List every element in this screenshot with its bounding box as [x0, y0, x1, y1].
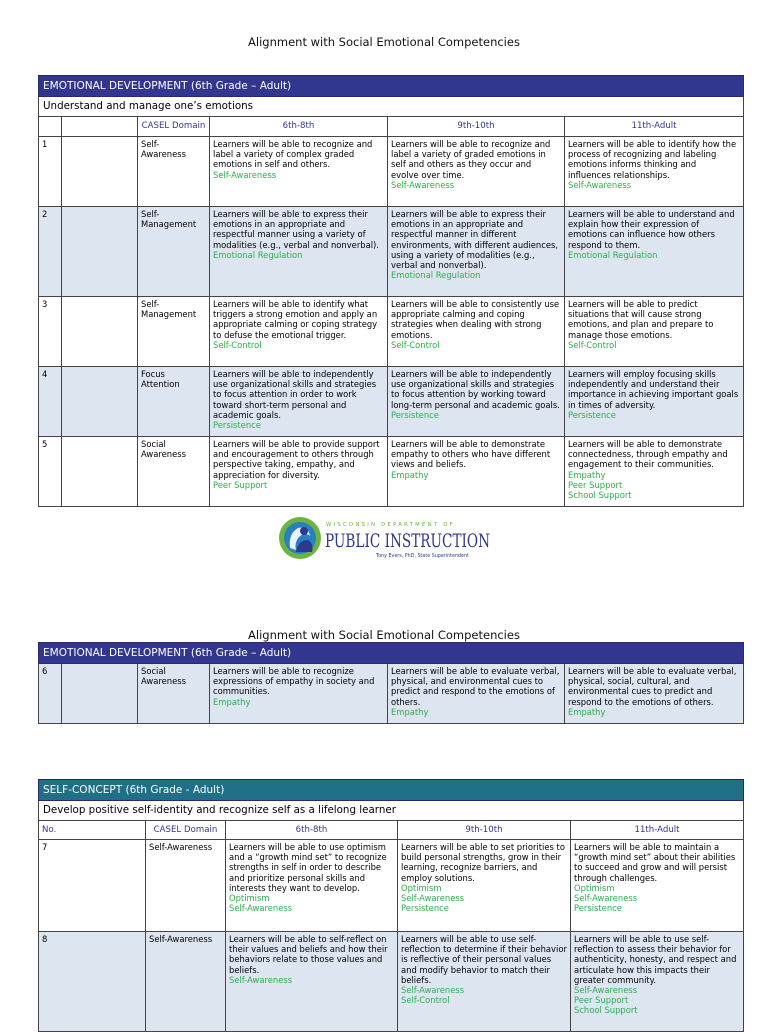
row-number: [39, 437, 62, 507]
col-header-blank: [62, 117, 138, 137]
col-header-9th-10th: 9th-10th: [388, 117, 565, 137]
row-blank: [62, 207, 138, 297]
competency-tag: Empathy: [391, 706, 429, 717]
competency-tag: Empathy: [213, 696, 251, 707]
competency-tag: Self-Awareness: [401, 985, 465, 996]
grade-9-10-cell: [388, 367, 565, 437]
table-row: [39, 664, 744, 724]
competency-tag: Self-Awareness: [391, 179, 455, 190]
grade-6-8-cell-text: Learners will be able to use optimism and a “growth mind set” to recognize strengths in self in order to describe and prioritize personal skills and interests they want to develop.: [229, 842, 387, 893]
row-number: [39, 137, 62, 207]
table-row: [39, 137, 744, 207]
grade-11-adult-cell: [565, 137, 744, 207]
col-header-11th-adult: 11th-Adult: [571, 821, 744, 840]
logo-line1: WISCONSIN DEPARTMENT OF: [326, 522, 455, 528]
row-blank: [62, 664, 138, 724]
section-subtitle: Understand and manage one’s emotions: [39, 97, 744, 117]
section-band-continued: EMOTIONAL DEVELOPMENT (6th Grade – Adult): [39, 643, 744, 664]
grade-9-10-cell-text: Learners will be able to express their emotions in an appropriate and respectful manner in different environments, with different audiences, using a variety of modalities (e.g., verbal and nonverbal).: [391, 209, 559, 271]
grade-6-8-cell-text: Learners will be able to recognize and label a variety of complex graded emotions in self and others.: [213, 139, 373, 170]
self-concept-table: [38, 779, 744, 1032]
grade-9-10-cell-text: Learners will be able to demonstrate empathy to others who have different views and beliefs.: [391, 439, 551, 470]
grade-11-adult-cell: [565, 664, 744, 724]
col-header-6th-8th: 6th-8th: [226, 821, 398, 840]
grade-6-8-cell-text: Learners will be able to self-reflect on their values and beliefs and how their behaviors relate to those values and beliefs.: [229, 934, 388, 975]
competency-tag: Self-Control: [401, 995, 450, 1006]
row-number-text: 3: [42, 299, 48, 309]
competency-tag: Self-Control: [213, 339, 262, 350]
competency-tag: Optimism: [574, 882, 615, 893]
page-title: Alignment with Social Emotional Competencies: [248, 35, 520, 49]
competency-tag: Self-Awareness: [568, 179, 632, 190]
grade-11-adult-cell: [565, 367, 744, 437]
grade-9-10-cell: [388, 137, 565, 207]
col-header-domain: CASEL Domain: [138, 117, 210, 137]
col-header-9th-10th: 9th-10th: [398, 821, 571, 840]
grade-9-10-cell-text: Learners will be able to consistently use appropriate calming and coping strategies when dealing with strong emotions.: [391, 299, 560, 340]
competency-tag: Persistence: [391, 409, 439, 420]
grade-9-10-cell-text: Learners will be able to set priorities to build personal strengths, grow in their learning, recognize barriers, and employ solutions.: [401, 842, 565, 883]
grade-9-10-cell: [398, 840, 571, 932]
col-header-6th-8th: 6th-8th: [210, 117, 388, 137]
grade-6-8-cell: [226, 840, 398, 932]
competency-tag: Self-Awareness: [401, 893, 465, 904]
logo-line2: PUBLIC INSTRUCTION: [325, 530, 490, 552]
grade-9-10-cell: [398, 932, 571, 1032]
competency-tag: Optimism: [401, 882, 442, 893]
grade-11-adult-cell: [565, 297, 744, 367]
grade-9-10-cell: [388, 297, 565, 367]
competency-tag: Self-Awareness: [213, 169, 277, 180]
competency-tag: Self-Control: [568, 339, 617, 350]
casel-domain: [146, 840, 226, 932]
competency-tag: Peer Support: [574, 995, 629, 1006]
row-number-text: 4: [42, 369, 48, 379]
dpi-logo: [278, 514, 498, 562]
page-title-2: Alignment with Social Emotional Competencies: [248, 628, 520, 642]
row-blank: [62, 437, 138, 507]
casel-domain: [138, 664, 210, 724]
competency-tag: Self-Awareness: [229, 974, 293, 985]
section-band: EMOTIONAL DEVELOPMENT (6th Grade – Adult): [39, 76, 744, 97]
competency-tag: Self-Awareness: [574, 985, 638, 996]
competency-tag: Emotional Regulation: [568, 249, 658, 260]
casel-domain-text: Social Awareness: [141, 439, 186, 460]
casel-domain-text: Self- Management: [141, 209, 197, 230]
competency-tag: Persistence: [213, 420, 261, 431]
grade-11-adult-cell-text: Learners will be able to use self-reflection to assess their behavior for authenticity, honesty, and respect and articulate how this impacts their greater community.: [574, 934, 737, 985]
competency-tag: Emotional Regulation: [213, 249, 303, 260]
logo-line3: Tony Evers, PhD, State Superintendent: [376, 554, 469, 559]
emotional-development-table: [38, 75, 744, 507]
row-number-text: 5: [42, 439, 48, 449]
grade-11-adult-cell-text: Learners will be able to understand and explain how their expression of emotions can influence how others respond to them.: [568, 209, 735, 250]
table-row: [39, 840, 744, 932]
casel-domain: [146, 932, 226, 1032]
row-number: [39, 297, 62, 367]
competency-tag: Empathy: [568, 706, 606, 717]
grade-11-adult-cell: [571, 932, 744, 1032]
competency-tag: Self-Awareness: [229, 903, 293, 914]
competency-tag: Persistence: [568, 409, 616, 420]
grade-6-8-cell-text: Learners will be able to express their emotions in an appropriate and respectful manner using a variety of modalities (e.g., verbal and nonverbal).: [213, 209, 379, 250]
competency-tag: School Support: [574, 1005, 638, 1016]
grade-6-8-cell: [210, 207, 388, 297]
row-number-text: 2: [42, 209, 48, 219]
grade-11-adult-cell-text: Learners will be able to evaluate verbal, physical, social, cultural, and environmental cues to predict and respond to the emotions of others.: [568, 666, 737, 707]
row-number-text: 8: [42, 934, 48, 944]
casel-domain-text: Self-Awareness: [149, 934, 213, 944]
casel-domain-text: Self- Management: [141, 299, 197, 320]
row-number: [39, 367, 62, 437]
casel-domain-text: Social Awareness: [141, 666, 186, 687]
row-number: [39, 932, 146, 1032]
casel-domain: [138, 437, 210, 507]
competency-tag: Persistence: [574, 903, 622, 914]
table-row: [39, 367, 744, 437]
grade-9-10-cell-text: Learners will be able to independently use organizational skills and strategies to focus attention by working toward long-term personal and academic goals.: [391, 369, 560, 410]
competency-tag: Optimism: [229, 893, 270, 904]
row-blank: [62, 367, 138, 437]
grade-11-adult-cell-text: Learners will be able to predict situations that will cause strong emotions, and plan and prepare to manage those emotions.: [568, 299, 714, 340]
row-number-text: 7: [42, 842, 48, 852]
competency-tag: Empathy: [391, 469, 429, 480]
table-row: [39, 437, 744, 507]
competency-tag: School Support: [568, 490, 632, 501]
emotional-development-table-continued: [38, 642, 744, 724]
grade-6-8-cell-text: Learners will be able to identify what triggers a strong emotion and apply an appropriate calming or coping strategy to defuse the emotional trigger.: [213, 299, 378, 340]
grade-11-adult-cell-text: Learners will employ focusing skills independently and understand their importance in achieving important goals in times of adversity.: [568, 369, 739, 410]
col-header-num: [39, 117, 62, 137]
grade-9-10-cell: [388, 207, 565, 297]
grade-6-8-cell: [210, 437, 388, 507]
casel-domain-text: Self- Awareness: [141, 139, 186, 160]
grade-11-adult-cell-text: Learners will be able to identify how the process of recognizing and labeling emotions informs thinking and influences relationships.: [568, 139, 737, 180]
casel-domain: [138, 297, 210, 367]
grade-6-8-cell: [210, 297, 388, 367]
competency-tag: Peer Support: [568, 479, 623, 490]
casel-domain: [138, 137, 210, 207]
self-concept-band: SELF-CONCEPT (6th Grade - Adult): [39, 780, 744, 801]
grade-6-8-cell-text: Learners will be able to independently use organizational skills and strategies to focus attention in order to work toward short-term personal and academic goals.: [213, 369, 377, 420]
grade-11-adult-cell-text: Learners will be able to maintain a “growth mind set” about their abilities to succeed and grow and will persist through challenges.: [574, 842, 736, 883]
grade-9-10-cell-text: Learners will be able to use self-reflection to determine if their behavior is reflective of their personal values and modify behavior to match their beliefs.: [401, 934, 567, 985]
grade-9-10-cell-text: Learners will be able to recognize and label a variety of graded emotions in self and others as they occur and evolve over time.: [391, 139, 551, 180]
grade-6-8-cell-text: Learners will be able to recognize expressions of empathy in society and communities.: [213, 666, 375, 697]
casel-domain-text: Focus Attention: [141, 369, 180, 390]
dpi-logo-graphic: [278, 514, 498, 562]
competency-tag: Empathy: [568, 469, 606, 480]
table-row: [39, 932, 744, 1032]
grade-6-8-cell: [210, 137, 388, 207]
row-number-text: 6: [42, 666, 48, 676]
casel-domain-text: Self-Awareness: [149, 842, 213, 852]
grade-11-adult-cell: [571, 840, 744, 932]
row-blank: [62, 297, 138, 367]
competency-tag: Persistence: [401, 903, 449, 914]
competency-tag: Emotional Regulation: [391, 270, 481, 281]
row-number-text: 1: [42, 139, 48, 149]
col-header-domain: CASEL Domain: [146, 821, 226, 840]
grade-11-adult-cell: [565, 437, 744, 507]
grade-6-8-cell-text: Learners will be able to provide support and encouragement to others through perspective taking, empathy, and appreciation for diversity.: [213, 439, 380, 480]
competency-tag: Self-Awareness: [574, 893, 638, 904]
casel-domain: [138, 367, 210, 437]
row-number: [39, 207, 62, 297]
competency-tag: Self-Control: [391, 339, 440, 350]
casel-domain: [138, 207, 210, 297]
row-number: [39, 664, 62, 724]
col-header-no: No.: [39, 821, 146, 840]
self-concept-subtitle: Develop positive self-identity and recognize self as a lifelong learner: [39, 801, 744, 821]
grade-6-8-cell: [210, 367, 388, 437]
row-number: [39, 840, 146, 932]
competency-tag: Peer Support: [213, 479, 268, 490]
grade-11-adult-cell-text: Learners will be able to demonstrate connectedness, through empathy and engagement to their communities.: [568, 439, 728, 470]
col-header-11th-adult: 11th-Adult: [565, 117, 744, 137]
grade-6-8-cell: [226, 932, 398, 1032]
grade-9-10-cell-text: Learners will be able to evaluate verbal, physical, and environmental cues to predict and respond to the emotions of others.: [391, 666, 560, 707]
grade-11-adult-cell: [565, 207, 744, 297]
table-row: [39, 207, 744, 297]
grade-9-10-cell: [388, 437, 565, 507]
table-row: [39, 297, 744, 367]
grade-6-8-cell: [210, 664, 388, 724]
row-blank: [62, 137, 138, 207]
grade-9-10-cell: [388, 664, 565, 724]
